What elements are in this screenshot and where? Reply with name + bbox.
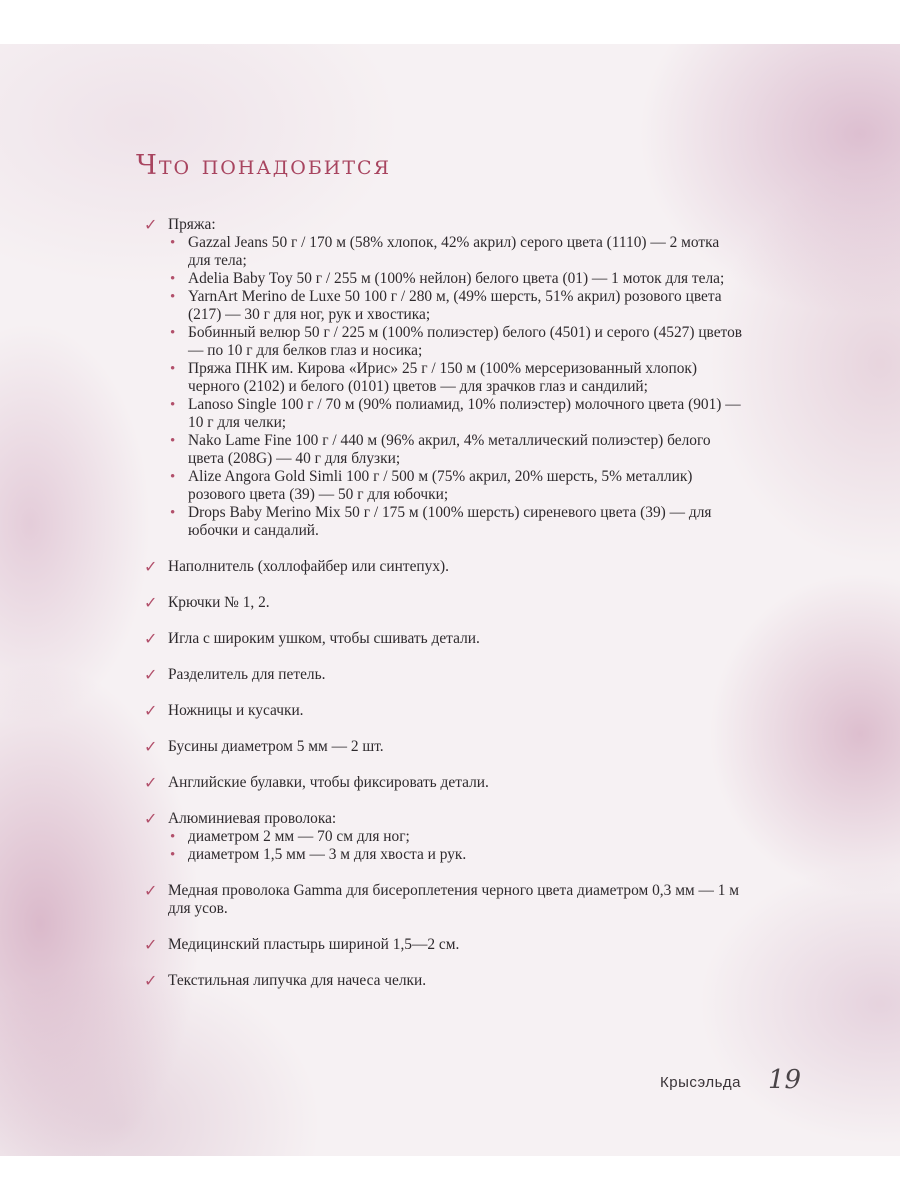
sub-list-item-text: диаметром 2 мм — 70 см для ног; [188, 828, 410, 845]
bullet-icon: • [170, 235, 176, 251]
materials-item [144, 972, 744, 990]
materials-item [144, 738, 744, 756]
materials-item-text: Наполнитель (холлофайбер или синтепух). [168, 558, 450, 575]
checkmark-icon: ✓ [144, 557, 158, 576]
sub-list-item-text: Пряжа ПНК им. Кирова «Ирис» 25 г / 150 м (100% мерсеризованный хлопок) черного (2102) и белого (0101) цветов — для зрачков глаз и сандилий; [188, 360, 698, 395]
materials-item [144, 810, 744, 864]
sub-list-item-text: Nako Lame Fine 100 г / 440 м (96% акрил, 4% металлический полиэстер) белого цвета (208G) — 40 г для блузки; [188, 432, 711, 467]
checkmark-icon: ✓ [144, 629, 158, 648]
checkmark-icon: ✓ [144, 881, 158, 900]
sub-list-item [168, 270, 744, 288]
materials-item-text: Игла с широким ушком, чтобы сшивать детали. [168, 630, 480, 647]
checkmark-icon: ✓ [144, 773, 158, 792]
bullet-icon: • [170, 469, 176, 485]
checkmark-icon: ✓ [144, 215, 158, 234]
bullet-icon: • [170, 505, 176, 521]
materials-item [144, 558, 744, 576]
bullet-icon: • [170, 433, 176, 449]
materials-item-text: Медицинский пластырь шириной 1,5—2 см. [168, 936, 460, 953]
checkmark-icon: ✓ [144, 701, 158, 720]
materials-item [144, 666, 744, 684]
bullet-icon: • [170, 289, 176, 305]
sub-list-item [168, 468, 744, 504]
bullet-icon: • [170, 325, 176, 341]
page-number: 19 [768, 1065, 802, 1095]
sub-list-item [168, 432, 744, 468]
sub-list [168, 234, 744, 540]
sub-list-item [168, 324, 744, 360]
materials-item-text: Текстильная липучка для начеса челки. [168, 972, 427, 989]
sub-list-item [168, 288, 744, 324]
book-page [0, 44, 900, 1156]
checkmark-icon: ✓ [144, 971, 158, 990]
sub-list-item-text: Alize Angora Gold Simli 100 г / 500 м (75% акрил, 20% шерсть, 5% металлик) розового цвета (39) — 50 г для юбочки; [188, 468, 693, 503]
checkmark-icon: ✓ [144, 593, 158, 612]
sub-list-item-text: Бобинный велюр 50 г / 225 м (100% полиэстер) белого (4501) и серого (4527) цветов — по 10 г для белков глаз и носика; [188, 324, 743, 359]
sub-list-item-text: диаметром 1,5 мм — 3 м для хвоста и рук. [188, 846, 467, 863]
materials-item [144, 882, 744, 918]
sub-list-item [168, 360, 744, 396]
bullet-icon: • [170, 397, 176, 413]
materials-item-text: Бусины диаметром 5 мм — 2 шт. [168, 738, 384, 755]
materials-list [144, 216, 744, 1008]
materials-item [144, 216, 744, 540]
materials-item-text: Английские булавки, чтобы фиксировать детали. [168, 774, 489, 791]
sub-list-item [168, 846, 744, 864]
sub-list-item [168, 504, 744, 540]
sub-list-item-text: Drops Baby Merino Mix 50 г / 175 м (100% шерсть) сиреневого цвета (39) — для юбочки и сандалий. [188, 504, 712, 539]
bullet-icon: • [170, 361, 176, 377]
materials-item-text: Ножницы и кусачки. [168, 702, 304, 719]
materials-item [144, 594, 744, 612]
sub-list-item [168, 396, 744, 432]
materials-item-text: Пряжа: [168, 216, 216, 233]
checkmark-icon: ✓ [144, 935, 158, 954]
checkmark-icon: ✓ [144, 737, 158, 756]
materials-item [144, 702, 744, 720]
bullet-icon: • [170, 847, 176, 863]
checkmark-icon: ✓ [144, 665, 158, 684]
sub-list-item [168, 234, 744, 270]
materials-item-text: Крючки № 1, 2. [168, 594, 270, 611]
materials-item [144, 774, 744, 792]
materials-item-text: Алюминиевая проволока: [168, 810, 337, 827]
sub-list-item-text: Adelia Baby Toy 50 г / 255 м (100% нейлон) белого цвета (01) — 1 моток для тела; [188, 270, 725, 287]
footer-book-title: Крысэльда [660, 1074, 742, 1091]
bullet-icon: • [170, 271, 176, 287]
checkmark-icon: ✓ [144, 809, 158, 828]
bullet-icon: • [170, 829, 176, 845]
sub-list-item [168, 828, 744, 846]
sub-list-item-text: YarnArt Merino de Luxe 50 100 г / 280 м, (49% шерсть, 51% акрил) розового цвета (217) — 30 г для ног, рук и хвостика; [188, 288, 722, 323]
materials-item-text: Медная проволока Gamma для бисероплетения черного цвета диаметром 0,3 мм — 1 м для усов. [168, 882, 740, 917]
sub-list [168, 828, 744, 864]
materials-item [144, 936, 744, 954]
sub-list-item-text: Gazzal Jeans 50 г / 170 м (58% хлопок, 42% акрил) серого цвета (1110) — 2 мотка для тела; [188, 234, 720, 269]
page-heading: Что понадобится [136, 150, 391, 181]
materials-item [144, 630, 744, 648]
materials-item-text: Разделитель для петель. [168, 666, 326, 683]
sub-list-item-text: Lanoso Single 100 г / 70 м (90% полиамид, 10% полиэстер) молочного цвета (901) — 10 г для челки; [188, 396, 741, 431]
